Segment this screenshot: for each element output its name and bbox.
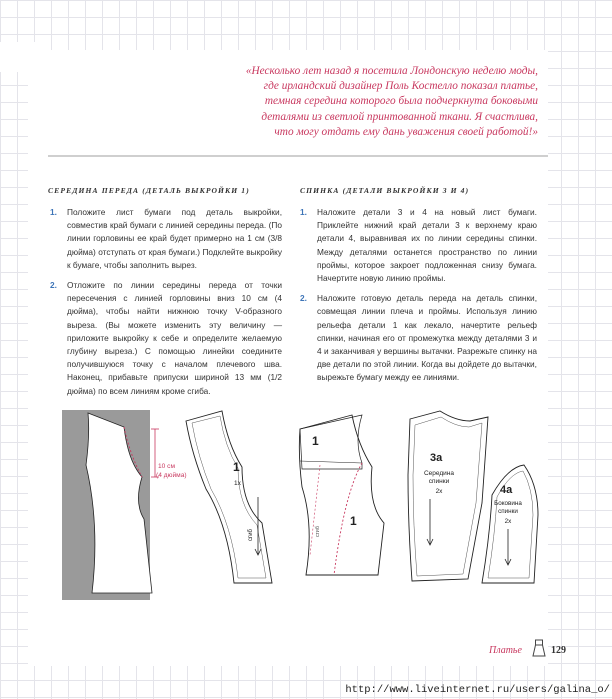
measure-label: (4 дюйма)	[156, 472, 187, 479]
step-number: 1.	[50, 207, 57, 217]
step-number: 1.	[300, 207, 307, 217]
running-footer-title: Платье	[489, 645, 522, 656]
piece-number: 1	[233, 460, 240, 474]
right-section-title: СПИНКА (ДЕТАЛИ ВЫКРОЙКИ 3 И 4)	[300, 186, 470, 195]
piece-name: Середина	[423, 470, 455, 477]
pull-quote	[178, 64, 538, 140]
dress-icon	[532, 639, 546, 657]
step-text: Положите лист бумаги под деталь выкройки, совместив край бумаги с линией середины переда. (По линии горловины ее край будет примерно на 1 см (3/8 дюйма) отступать от края бумаги.) Подклейте выкройку к бумаге, чтобы заполнить вырез.	[67, 207, 282, 270]
fold-label: сгиб	[248, 529, 254, 541]
quote-line: «Несколько лет назад я посетила Лондонскую неделю моды,	[245, 65, 538, 77]
piece-count: 2x	[435, 488, 443, 495]
figure-front-piece	[186, 411, 272, 583]
piece-number: 1	[312, 434, 319, 448]
figure-back-pieces	[408, 411, 538, 583]
step-text: Наложите детали 3 и 4 на новый лист бумаги. Приклейте нижний край детали 3 к верхнему краю детали 4, выравнивая их по линии середины спинки. Между деталями останется пространство по линии проймы, которое закроет подложенная снизу бумага. Начертите новую линию проймы.	[317, 207, 537, 284]
list-item	[300, 292, 537, 384]
fold-label: сгиб	[315, 526, 321, 537]
piece-name: спинки	[428, 478, 450, 485]
quote-line: где ирландский дизайнер Поль Костелло показал платье,	[263, 80, 538, 93]
piece-3a-outline	[408, 411, 488, 581]
source-url: http://www.liveinternet.ru/users/galina_o/	[345, 684, 610, 696]
piece-count: 2x	[504, 518, 512, 525]
step-text: Отложите по линии середины переда от точки пересечения с линией горловины вниз 10 см (4 дюйма), чтобы найти нижнюю точку V-образного выреза. (Вы можете изменить эту величину — приложите выкройку к себе и определите желаемую глубину выреза.) С помощью линейки соедините получившуюся точку с началом плечевого шва. Наконец, прибавьте припуски шириной 13 мм (1/2 дюйма) по всем линиям кроме сгиба.	[67, 280, 282, 396]
quote-line: темная середина которого была подчеркнута боковыми	[264, 95, 538, 108]
step-text: Наложите готовую деталь переда на деталь спинки, совмещая линии плеча и проймы. Используя линию рельефа детали 1 как лекало, начертите рельеф спинки, начиная его от промежутка между деталями 3 и 4 и заканчивая у вершины вытачки. Разрежьте спинку на две детали по этой линии. Когда вы дойдете до вытачки, вырежьте бумагу между ее линиями.	[317, 293, 537, 383]
step-number: 2.	[300, 293, 307, 304]
right-steps-list	[300, 206, 537, 392]
list-item	[50, 279, 282, 398]
left-section-title: СЕРЕДИНА ПЕРЕДА (ДЕТАЛЬ ВЫКРОЙКИ 1)	[48, 186, 250, 195]
page-number: 129	[551, 645, 566, 656]
pattern-piece-outline	[186, 411, 272, 583]
section-divider	[48, 155, 548, 157]
measure-label: 10 см	[158, 463, 175, 470]
left-steps-list	[50, 206, 282, 405]
piece-count: 1x	[234, 480, 241, 487]
step-number: 2.	[50, 280, 57, 291]
quote-line: что могу отдать ему дань уважения своей работой!»	[274, 125, 538, 138]
piece-name: Боковина	[494, 500, 522, 507]
quote-line: деталями из светлой принтованной ткани. Я счастлива,	[261, 110, 538, 123]
piece-number: 4a	[500, 484, 513, 496]
figure-neckline-front	[62, 410, 187, 600]
pattern-figures	[62, 405, 542, 600]
piece-number: 3a	[430, 452, 443, 464]
piece-name: спинки	[498, 508, 518, 515]
figure-overlap	[299, 415, 384, 575]
list-item	[50, 206, 282, 272]
piece-number: 1	[350, 514, 357, 528]
list-item	[300, 206, 537, 285]
